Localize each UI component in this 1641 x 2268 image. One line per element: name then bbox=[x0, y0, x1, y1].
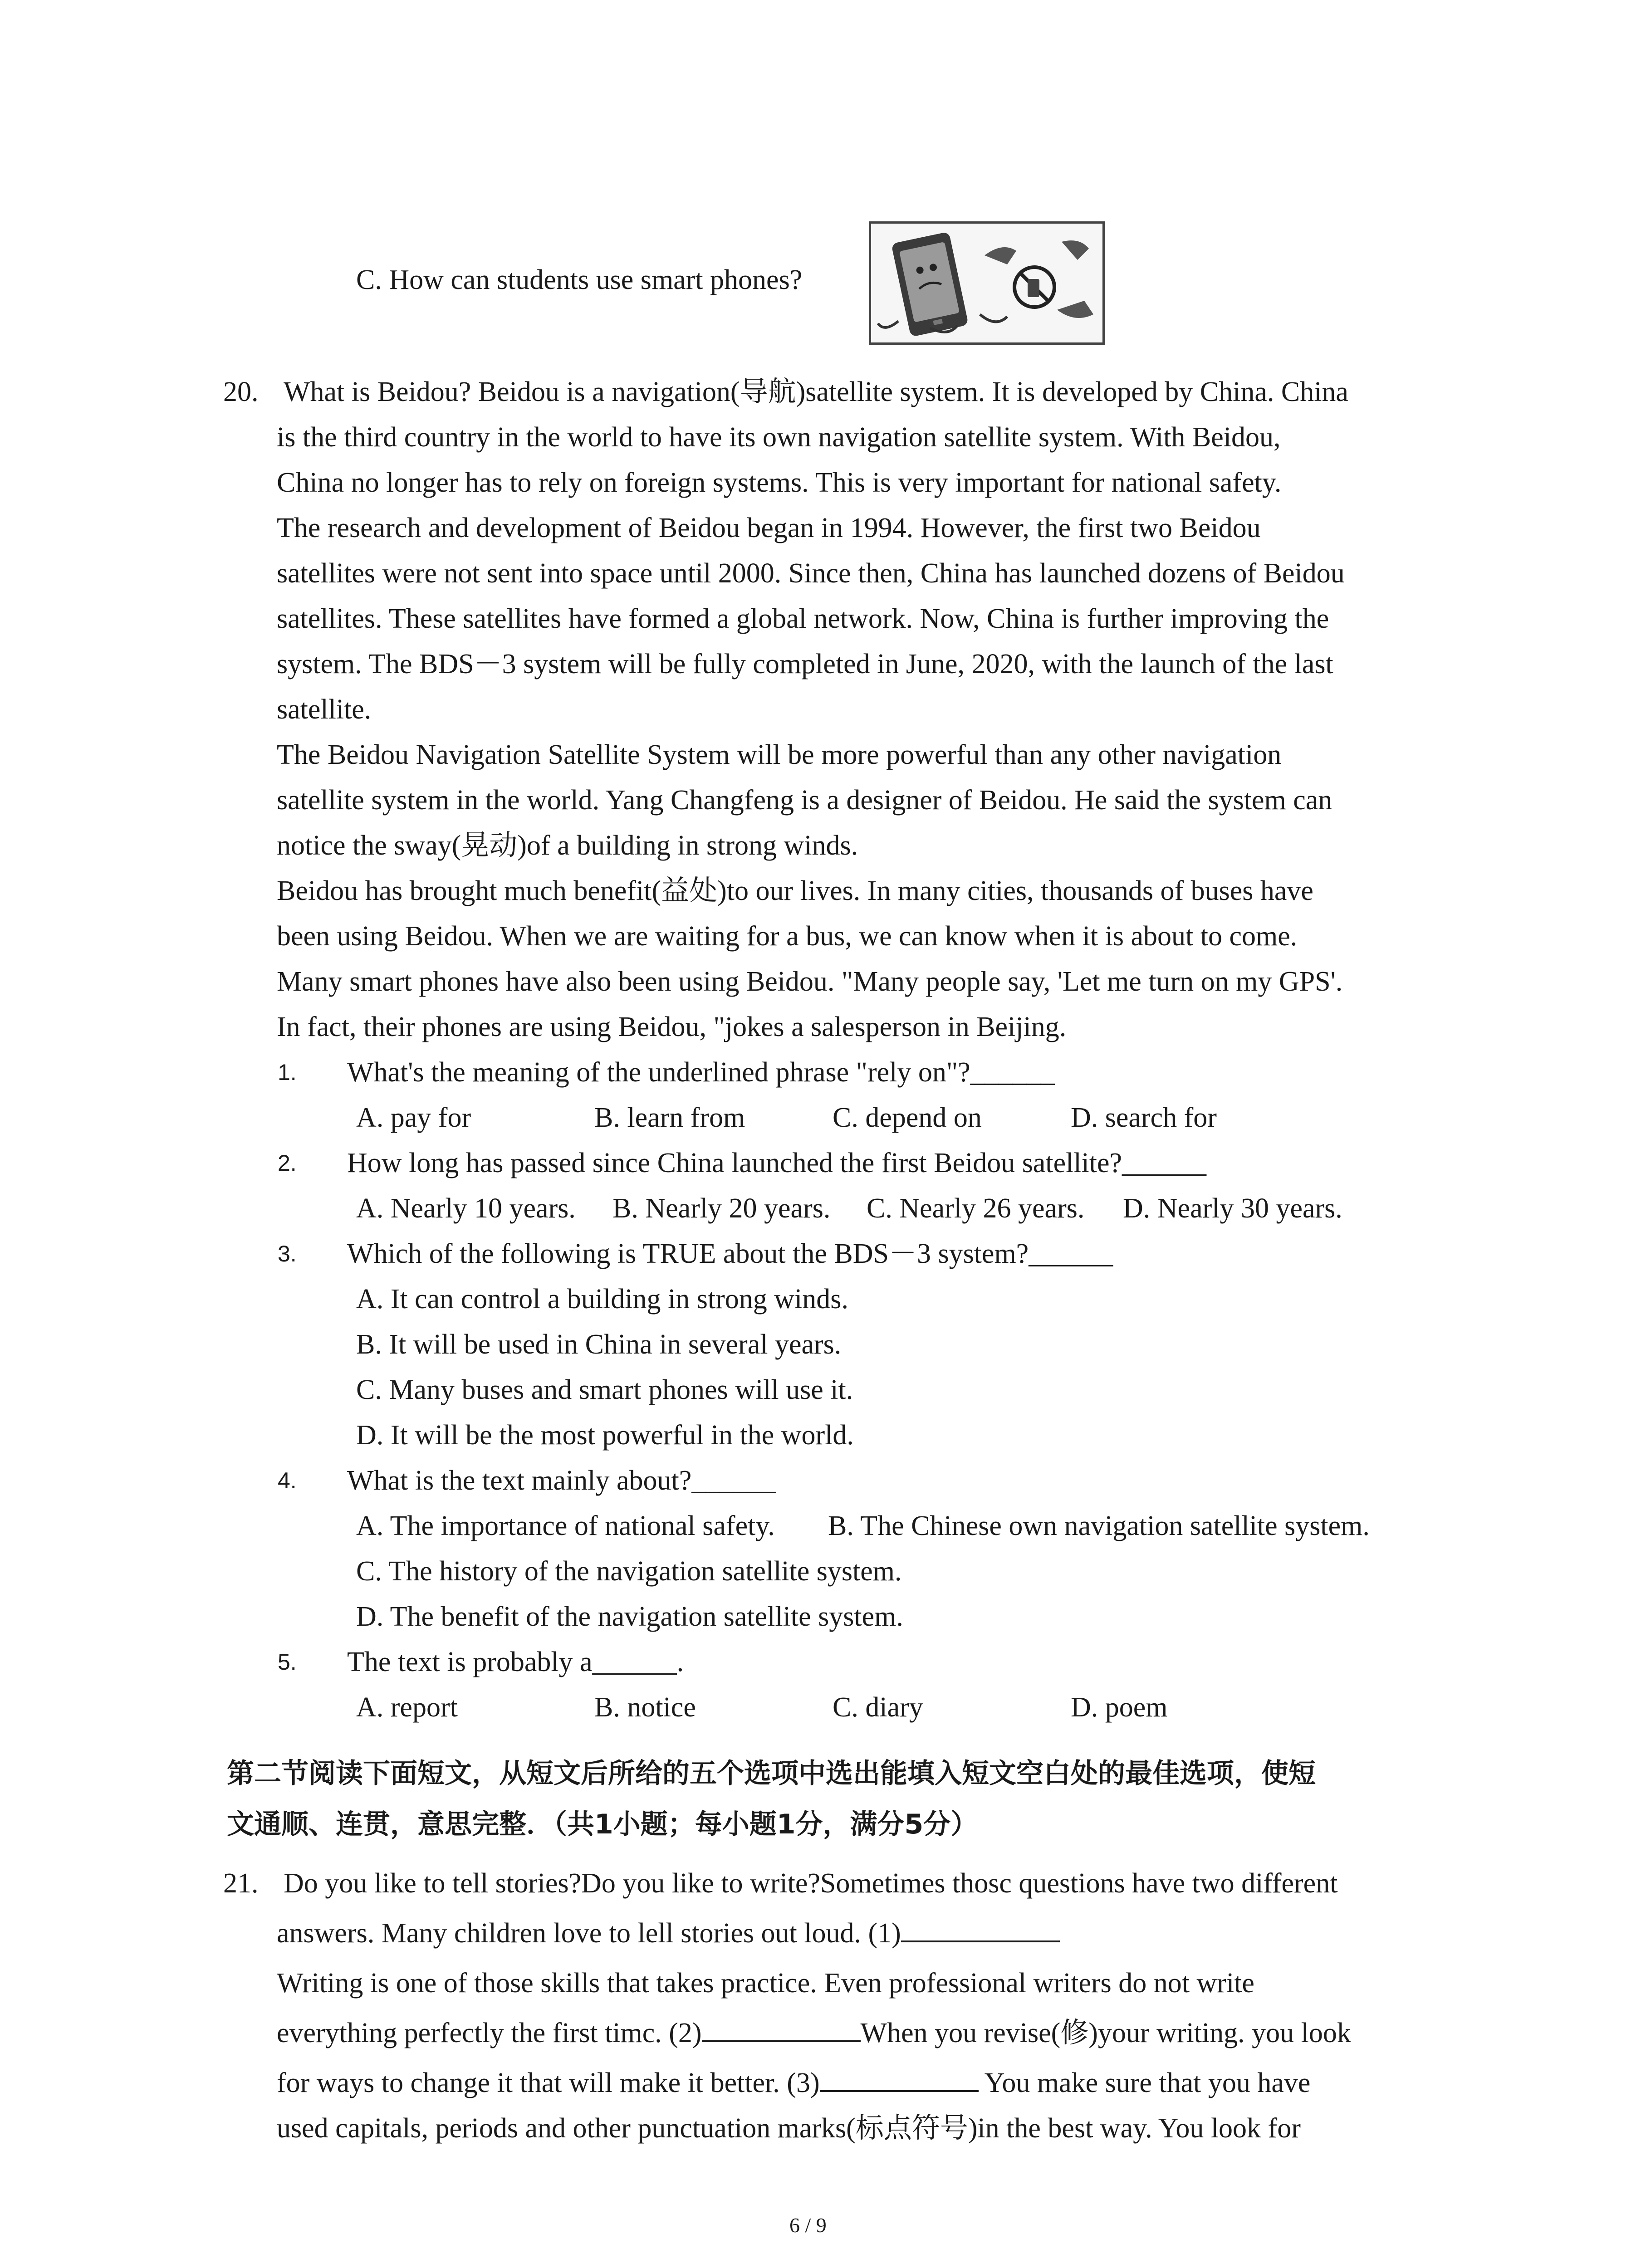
q21-line-4b: When you revise(修)your writing. you look bbox=[860, 2018, 1351, 2048]
q20-line-9: The Beidou Navigation Satellite System will be more powerful than any other navigation bbox=[277, 739, 1282, 770]
subq-4-option-b[interactable]: B. The Chinese own navigation satellite system. bbox=[828, 1510, 1370, 1541]
subq-1-number: 1. bbox=[278, 1060, 297, 1085]
q21-number: 21. bbox=[223, 1868, 259, 1899]
subq-4-text: What is the text mainly about?______ bbox=[347, 1465, 776, 1496]
page-number: 6 / 9 bbox=[789, 2214, 827, 2237]
section-heading-line-2: 文通顺、连贯，意思完整．（共1小题；每小题1分，满分5分） bbox=[227, 1809, 978, 1840]
subq-4-option-c[interactable]: C. The history of the navigation satellite system. bbox=[356, 1556, 902, 1587]
subq-2-text: How long has passed since China launched the first Beidou satellite?______ bbox=[347, 1148, 1207, 1178]
subq-3-text: Which of the following is TRUE about the BDS－3 system?______ bbox=[347, 1238, 1113, 1269]
subq-3-option-b[interactable]: B. It will be used in China in several years. bbox=[356, 1329, 842, 1360]
subq-5-option-a[interactable]: A. report bbox=[356, 1692, 458, 1723]
subq-1-option-a[interactable]: A. pay for bbox=[356, 1102, 471, 1133]
subq-3-option-c[interactable]: C. Many buses and smart phones will use it. bbox=[356, 1374, 853, 1405]
q20-line-14: Many smart phones have also been using Beidou. "Many people say, 'Let me turn on my GPS'. bbox=[277, 966, 1343, 997]
subq-3-option-d[interactable]: D. It will be the most powerful in the world. bbox=[356, 1420, 854, 1451]
subq-2-option-d[interactable]: D. Nearly 30 years. bbox=[1123, 1193, 1342, 1224]
subq-1-option-d[interactable]: D. search for bbox=[1071, 1102, 1217, 1133]
q21-line-2 bbox=[277, 1915, 1060, 1951]
q20-line-8: satellite. bbox=[277, 694, 372, 725]
subq-2-option-b[interactable]: B. Nearly 20 years. bbox=[612, 1193, 831, 1224]
option-c-top: C. How can students use smart phones? bbox=[356, 264, 803, 295]
section-heading-line-1: 第二节阅读下面短文，从短文后所给的五个选项中选出能填入短文空白处的最佳选项，使短 bbox=[227, 1758, 1316, 1789]
subq-2-option-a[interactable]: A. Nearly 10 years. bbox=[356, 1193, 576, 1224]
q20-line-15: In fact, their phones are using Beidou, "jokes a salesperson in Beijing. bbox=[277, 1012, 1067, 1042]
q21-line-5 bbox=[277, 2065, 1310, 2101]
q20-line-7: system. The BDS－3 system will be fully completed in June, 2020, with the launch of the last bbox=[277, 649, 1333, 679]
subq-4-option-d[interactable]: D. The benefit of the navigation satellite system. bbox=[356, 1601, 903, 1632]
q20-line-13: been using Beidou. When we are waiting for a bus, we can know when it is about to come. bbox=[277, 921, 1298, 952]
subq-2-number: 2. bbox=[278, 1150, 297, 1176]
q21-line-1: Do you like to tell stories?Do you like to write?Sometimes thosc questions have two different bbox=[284, 1868, 1338, 1899]
subq-5-text: The text is probably a______. bbox=[347, 1647, 684, 1677]
smartphone-illustration bbox=[869, 221, 1105, 345]
q21-line-3: Writing is one of those skills that takes practice. Even professional writers do not write bbox=[277, 1968, 1254, 1999]
subq-5-option-d[interactable]: D. poem bbox=[1071, 1692, 1168, 1723]
subq-5-option-c[interactable]: C. diary bbox=[833, 1692, 923, 1723]
subq-1-text: What's the meaning of the underlined phrase "rely on"?______ bbox=[347, 1057, 1055, 1088]
q20-line-3: China no longer has to rely on foreign systems. This is very important for national safety. bbox=[277, 467, 1282, 498]
subq-2-option-c[interactable]: C. Nearly 26 years. bbox=[867, 1193, 1085, 1224]
q21-line-5b: You make sure that you have bbox=[978, 2068, 1311, 2098]
q20-line-12: Beidou has brought much benefit(益处)to our lives. In many cities, thousands of buses have bbox=[277, 875, 1313, 906]
q21-line-6: used capitals, periods and other punctuation marks(标点符号)in the best way. You look for bbox=[277, 2113, 1301, 2144]
subq-3-option-a[interactable]: A. It can control a building in strong winds. bbox=[356, 1284, 848, 1315]
q20-line-11: notice the sway(晃动)of a building in strong winds. bbox=[277, 830, 858, 861]
subq-1-option-b[interactable]: B. learn from bbox=[594, 1102, 745, 1133]
blank-1[interactable] bbox=[901, 1915, 1060, 1942]
subq-1-option-c[interactable]: C. depend on bbox=[833, 1102, 982, 1133]
q21-line-5a: for ways to change it that will make it better. (3) bbox=[277, 2068, 820, 2098]
q20-line-4: The research and development of Beidou began in 1994. However, the first two Beidou bbox=[277, 513, 1261, 543]
subq-4-number: 4. bbox=[278, 1468, 297, 1493]
blank-3[interactable] bbox=[820, 2065, 979, 2092]
subq-3-number: 3. bbox=[278, 1241, 297, 1266]
subq-4-option-a[interactable]: A. The importance of national safety. bbox=[356, 1510, 775, 1541]
q20-line-10: satellite system in the world. Yang Changfeng is a designer of Beidou. He said the system can bbox=[277, 785, 1332, 816]
q20-number: 20. bbox=[223, 376, 259, 407]
subq-5-number: 5. bbox=[278, 1649, 297, 1675]
q21-line-4a: everything perfectly the first timc. (2) bbox=[277, 2018, 702, 2048]
q21-line-4 bbox=[277, 2015, 1351, 2051]
blank-2[interactable] bbox=[702, 2015, 861, 2042]
q20-line-6: satellites. These satellites have formed a global network. Now, China is further improving the bbox=[277, 603, 1329, 634]
subq-5-option-b[interactable]: B. notice bbox=[594, 1692, 696, 1723]
q20-line-2: is the third country in the world to have its own navigation satellite system. With Beidou, bbox=[277, 422, 1281, 453]
q20-line-1: What is Beidou? Beidou is a navigation(导航)satellite system. It is developed by China. China bbox=[284, 376, 1348, 407]
q21-line-2-text: answers. Many children love to lell stories out loud. (1) bbox=[277, 1918, 901, 1949]
q20-line-5: satellites were not sent into space until 2000. Since then, China has launched dozens of Beidou bbox=[277, 558, 1345, 589]
